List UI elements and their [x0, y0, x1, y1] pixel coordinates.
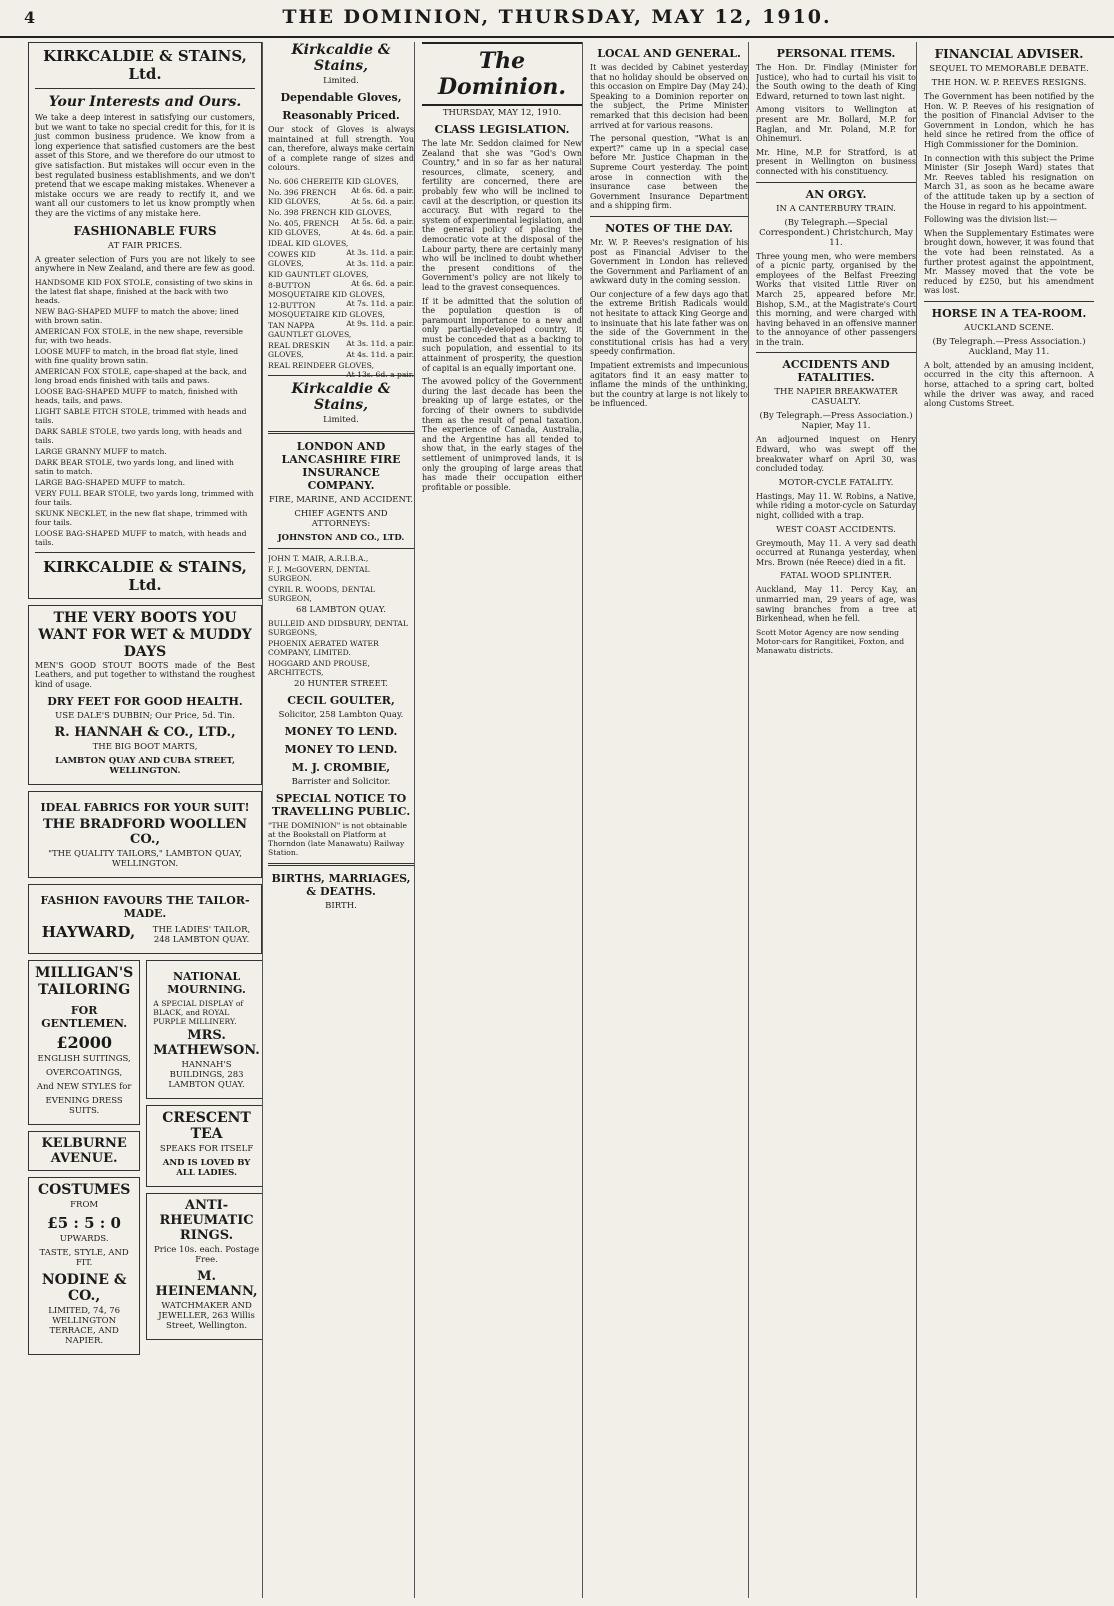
ad-intro: We take a deep interest in satisfying our customers, but we want to take no special credit for this, for it is just common business prudence. We know from a long experience that satisfied customers are the best asset of this Store, and we therefore do our utmost to give satisfaction. But mistakes will occur even in the best regulated business establishments, and we don't pretend that we escape making mistakes. Whenever a mistake occurs we are ready to rectify it, and we want all our customers to let us know promptly when they are the victims of any mistake here.	[35, 113, 255, 218]
hoggard-card: HOGGARD AND PROUSE, ARCHITECTS,	[268, 658, 370, 677]
furs-intro: A greater selection of Furs you are not likely to see anywhere in New Zealand, and there are few as good.	[35, 254, 255, 274]
financial-subtitle: SEQUEL TO MEMORABLE DEBATE.	[929, 64, 1089, 74]
dominion-notice: "THE DOMINION" is not obtainable at the Bookstall on Platform at Thorndon (late Manawatu) Railway Station.	[268, 820, 407, 857]
lend-title-2: MONEY TO LEND.	[284, 742, 398, 756]
notes-title: NOTES OF THE DAY.	[605, 221, 733, 235]
column-advertisements-2	[268, 42, 415, 1598]
article-text: When the Supplementary Estimates were brought down, however, it was found that the vote had been reinstated. As a further protest against the appointment, Mr. Massey moved that the vote be reduced by £250, but his amendment was lost.	[924, 228, 1094, 296]
kelburne-text: KELBURNE AVENUE.	[41, 1135, 127, 1166]
article-text: A bolt, attended by an amusing incident, occurred in the city this afternoon. A horse, attached to a spring cart, bolted while the driver was away, and raced along Customs Street.	[924, 360, 1094, 409]
list-item: HANDSOME KID FOX STOLE, consisting of two skins in the latest flat shape, finished at the back with two heads.	[35, 277, 253, 305]
nodine-address: LIMITED, 74, 76 WELLINGTON TERRACE, AND NAPIER.	[48, 1305, 121, 1346]
accidents-title: ACCIDENTS AND FATALITIES.	[782, 358, 890, 385]
agents-label: CHIEF AGENTS AND ATTORNEYS:	[294, 508, 388, 529]
brand-limited: Limited.	[323, 76, 359, 86]
orgy-title: AN ORGY.	[805, 187, 867, 201]
boots-ad	[28, 605, 262, 785]
crescent-title: CRESCENT TEA	[162, 1109, 251, 1142]
mourning-text: A SPECIAL DISPLAY of BLACK, and ROYAL PURPLE MILLINERY.	[153, 998, 244, 1026]
insurance-title: LONDON AND LANCASHIRE FIRE INSURANCE COMPANY.	[281, 439, 401, 492]
ad-headline: Your Interests and Ours.	[48, 94, 242, 110]
westcoast-title: WEST COAST ACCIDENTS.	[776, 524, 896, 535]
goulter-subtitle: Solicitor, 258 Lambton Quay.	[278, 709, 404, 720]
rings-title: ANTI-RHEUMATIC RINGS.	[159, 1197, 254, 1243]
list-item: LOOSE BAG-SHAPED MUFF to match, finished with heads, tails, and paws.	[35, 386, 238, 405]
list-item: KID GAUNTLET GLOVES, At 6s. 6d. a pair.	[268, 269, 414, 288]
list-item: No. 398 FRENCH KID GLOVES, At 5s. 6d. a pair.	[268, 207, 414, 226]
newspaper-masthead	[0, 0, 1114, 38]
mourning-ad	[146, 960, 263, 1099]
article-text: Among visitors to Wellington at present are Mr. Bollard, M.P. for Raglan, and Mr. Poland, M.P. for Ohinemuri.	[756, 105, 916, 144]
fabrics-title: IDEAL FABRICS FOR YOUR SUIT!	[40, 800, 250, 814]
mourning-title: NATIONAL MOURNING.	[167, 969, 246, 996]
hannah-name: R. HANNAH & CO., LTD.,	[54, 724, 236, 740]
list-item: IDEAL KID GLOVES, At 3s. 11d. a pair.	[268, 238, 414, 257]
list-item: DARK BEAR STOLE, two yards long, and lined with satin to match.	[35, 457, 234, 476]
list-item: AMERICAN FOX STOLE, cape-shaped at the back, and long broad ends finished with tails and paws.	[35, 366, 247, 385]
hayward-name: HAYWARD,	[41, 922, 136, 941]
article-text: Auckland, May 11. Percy Kay, an unmarried man, 29 years of age, was sawing branches from a tree at Birkenhead, when he fell.	[756, 585, 916, 624]
bulleid-card: BULLEID AND DIDSBURY, DENTAL SURGEONS,	[268, 618, 408, 637]
milligan-ad	[28, 960, 140, 1125]
rings-price: Price 10s. each. Postage Free.	[154, 1244, 260, 1265]
article-text: Following was the division list:—	[924, 215, 1058, 225]
milligan-amount: £2000	[56, 1032, 112, 1052]
notes-text: Impatient extremists and impecunious agitators find it an easy matter to inflame the minds of the unthinking, but the country at large is not likely to be influenced.	[590, 361, 748, 409]
editorial-text: The avowed policy of the Government during the last decade has been the breaking up of large estates, or the forcing of their owners to subdivide them as the result of penal taxation. The experience of Canada, Australia, and the Argentine has all tended to show that, in the early stages of the settlement of unimproved lands, it is only the grouping of large areas that has made their occupation either profitable or possible.	[422, 377, 582, 492]
dominion-nameplate: The Dominion.	[422, 42, 582, 106]
orgy-subtitle: IN A CANTERBURY TRAIN.	[776, 203, 896, 214]
brand-name: Kirkcaldie & Stains,	[291, 380, 391, 413]
nodine-name: NODINE & CO.,	[41, 1271, 127, 1304]
woods-card: CYRIL R. WOODS, DENTAL SURGEON,	[268, 584, 376, 603]
bradford-subtitle: "THE QUALITY TAILORS," LAMBTON QUAY, WELLINGTON.	[48, 848, 242, 869]
article-text: It was decided by Cabinet yesterday that no holiday should be observed on this occasion on Empire Day (May 24). Speaking to a Dominion reporter on the subject, the Prime Minister remarked that this decision had been arrived at for various reasons.	[590, 63, 748, 130]
list-item: VERY FULL BEAR STOLE, two yards long, trimmed with four tails.	[35, 488, 254, 507]
list-item: REAL REINDEER GLOVES, At 13s. 6d. a pair.	[268, 360, 414, 379]
milligan-title: MILLIGAN'S TAILORING	[35, 964, 134, 998]
crescent-subtitle: SPEAKS FOR ITSELF	[159, 1143, 254, 1154]
heinemann-subtitle: WATCHMAKER AND JEWELLER, 263 Willis Street, Wellington.	[158, 1300, 255, 1331]
mathewson-address: HANNAH'S BUILDINGS, 283 LAMBTON QUAY.	[168, 1059, 245, 1090]
orgy-byline: (By Telegraph.—Special Correspondent.) Christchurch, May 11.	[759, 217, 913, 248]
goulter-name: CECIL GOULTER,	[287, 693, 395, 707]
brand-name: KIRKCALDIE & STAINS, Ltd.	[43, 557, 247, 594]
list-item: No. 606 CHEREITE KID GLOVES, At 6s. 6d. a pair.	[268, 176, 414, 195]
article-text: Greymouth, May 11. A very sad death occurred at Runanga yesterday, when Mrs. Brown (née Reece) died in a fit.	[756, 538, 916, 567]
list-item: AMERICAN FOX STOLE, in the new shape, reversible fur, with two heads.	[35, 326, 243, 345]
hayward-subtitle: THE LADIES' TAILOR, 248 LAMBTON QUAY.	[152, 924, 251, 945]
gloves-intro: Our stock of Gloves is always maintained at full strength. You can, therefore, always make certain of a complete range of sizes and colours.	[268, 125, 414, 173]
list-item: EVENING DRESS SUITS.	[45, 1095, 123, 1116]
list-item: NEW BAG-SHAPED MUFF to match the above; lined with brown satin.	[35, 306, 239, 325]
list-item: No. 405, FRENCH KID GLOVES, At 4s. 6d. a pair.	[268, 218, 414, 237]
financial-title: FINANCIAL ADVISER.	[934, 47, 1084, 61]
notice-title: SPECIAL NOTICE TO TRAVELLING PUBLIC.	[271, 791, 411, 818]
editorial-text: If it be admitted that the solution of the population question is of paramount importance to a new and only partially-developed country, it must be conceded that as a backing to such population, and essential to its attainment of prosperity, the question of capital is an equally important one.	[422, 296, 582, 373]
list-item: SKUNK NECKLET, in the new flat shape, trimmed with four tails.	[35, 508, 248, 527]
motor-title: MOTOR-CYCLE FATALITY.	[778, 477, 894, 488]
births-title: BIRTHS, MARRIAGES, & DEATHS.	[271, 871, 411, 898]
phoenix-card: PHOENIX AERATED WATER COMPANY, LIMITED.	[268, 638, 379, 657]
motor-agency-ad: Scott Motor Agency are now sending Motor-cars for Rangitikei, Foxton, and Manawatu districts.	[756, 627, 905, 655]
costumes-ad	[28, 1177, 140, 1355]
horse-title: HORSE IN A TEA-ROOM.	[931, 306, 1087, 320]
furs-title: FASHIONABLE FURS	[73, 223, 217, 238]
brand-name: Kirkcaldie & Stains,	[291, 42, 391, 74]
list-item: ENGLISH SUITINGS,	[37, 1053, 131, 1064]
article-text: Three young men, who were members of a picnic party, organised by the employees of the Belfast Freezing Works that visited Little River on March 25, appeared before Mr. Bishop, S.M., at the Magistrate's Court this morning, and were charged with having behaved in an offensive manner to the annoyance of other passengers in the train.	[756, 251, 916, 347]
editorial-title: CLASS LEGISLATION.	[434, 123, 570, 136]
gloves-title: Dependable Gloves,	[280, 91, 402, 104]
list-item: LOOSE BAG-SHAPED MUFF to match, with heads and tails.	[35, 528, 247, 547]
costumes-title: COSTUMES	[37, 1181, 131, 1198]
bradford-name: THE BRADFORD WOOLLEN CO.,	[42, 816, 248, 847]
furs-subtitle: AT FAIR PRICES.	[107, 240, 183, 251]
insurance-subtitle: FIRE, MARINE, AND ACCIDENT.	[268, 494, 414, 505]
hannah-address: LAMBTON QUAY AND CUBA STREET, WELLINGTON.	[55, 755, 235, 776]
column-personal-items	[756, 42, 917, 1598]
costumes-from: FROM	[70, 1199, 99, 1210]
gloves-title-2: Reasonably Priced.	[282, 109, 400, 122]
local-general-title: LOCAL AND GENERAL.	[597, 47, 741, 60]
woods-address: 68 LAMBTON QUAY.	[296, 604, 386, 615]
crescent-tea-ad	[146, 1105, 263, 1187]
fashion-title: FASHION FAVOURS THE TAILOR-MADE.	[40, 893, 250, 920]
costumes-price: £5 : 5 : 0	[47, 1213, 121, 1232]
list-item: No. 396 FRENCH KID GLOVES, At 5s. 6d. a pair.	[268, 187, 414, 206]
costumes-taste: TASTE, STYLE, AND FIT.	[39, 1247, 129, 1268]
birth-label: BIRTH.	[325, 900, 357, 911]
rings-ad	[146, 1193, 263, 1340]
list-item: 12-BUTTON MOSQUETAIRE KID GLOVES, At 9s. 11d. a pair.	[268, 300, 414, 328]
notes-text: Mr. W. P. Reeves's resignation of his post as Financial Adviser to the Government in London has relieved the Government and Parliament of an awkward duty in the coming session.	[590, 237, 748, 286]
list-item: LOOSE MUFF to match, in the broad flat style, lined with fine quality brown satin.	[35, 346, 239, 365]
kirkcaldie-interests-ad	[28, 42, 262, 599]
list-item: COWES KID GLOVES, At 3s. 11d. a pair.	[268, 249, 414, 268]
hannah-subtitle: THE BIG BOOT MARTS,	[92, 741, 198, 752]
mair-card: JOHN T. MAIR, A.R.I.B.A.,	[268, 553, 369, 563]
boots-subtitle: DRY FEET FOR GOOD HEALTH.	[47, 694, 243, 708]
article-text: Hastings, May 11. W. Robins, a Native, while riding a motor-cycle on Saturday night, collided with a trap.	[756, 491, 916, 521]
kelburne-ad	[28, 1131, 140, 1171]
editorial-dateline: THURSDAY, MAY 12, 1910.	[442, 108, 562, 118]
list-item: 8-BUTTON MOSQUETAIRE KID GLOVES, At 7s. 11d. a pair.	[268, 280, 414, 308]
list-item: LIGHT SABLE FITCH STOLE, trimmed with heads and tails.	[35, 406, 247, 425]
article-text: In connection with this subject the Prime Minister (Sir Joseph Ward) states that Mr. Reeves tabled his resignation on March 31, as soon as he became aware of the attitude taken up by a section of the House in regard to his appointment.	[924, 153, 1094, 211]
crombie-name: M. J. CROMBIE,	[291, 760, 391, 774]
financial-subtitle-2: THE HON. W. P. REEVES RESIGNS.	[931, 78, 1087, 88]
mathewson-name: MRS. MATHEWSON.	[153, 1027, 260, 1058]
splinter-title: FATAL WOOD SPLINTER.	[780, 571, 892, 582]
crescent-subtitle-2: AND IS LOVED BY ALL LADIES.	[162, 1157, 251, 1178]
list-item: LARGE GRANNY MUFF to match.	[35, 446, 167, 456]
horse-subtitle: AUCKLAND SCENE.	[964, 322, 1054, 333]
column-editorial	[422, 42, 583, 1598]
article-text: Mr. Hine, M.P. for Stratford, is at present in Wellington on business connected with his constituency.	[756, 147, 916, 176]
crombie-subtitle: Barrister and Solicitor.	[291, 776, 391, 787]
list-item: DARK SABLE STOLE, two yards long, with heads and tails.	[35, 426, 242, 445]
article-text: An adjourned inquest on Henry Edward, who was swept off the breakwater wharf on April 30, was concluded today.	[756, 435, 916, 474]
mcgovern-card: F. J. McGOVERN, DENTAL SURGEON.	[268, 564, 370, 583]
lend-title: MONEY TO LEND.	[284, 724, 398, 738]
boots-title: THE VERY BOOTS YOU WANT FOR WET & MUDDY DAYS	[38, 609, 252, 660]
horse-byline: (By Telegraph.—Press Association.) Auckland, May 11.	[932, 336, 1086, 357]
editorial-text: The late Mr. Seddon claimed for New Zealand that she was "God's Own Country," and in so far as her natural resources, climate, scenery, and fertility are concerned, there are probably few who will be inclined to cavil at the description, or question its accuracy. But with regard to the system of experimental legislation, and the general policy of placing the democratic vote at the disposal of the Labour party, there are certainly many who will be inclined to doubt whether the present conditions of the Government's policy are not likely to lead to the gravest consequences.	[422, 139, 582, 292]
newspaper-title-date: THE DOMINION, THURSDAY, MAY 12, 1910.	[282, 6, 832, 28]
brand-name: KIRKCALDIE & STAINS, Ltd.	[43, 47, 247, 83]
brand-limited: Limited.	[323, 414, 359, 425]
column-financial-adviser	[924, 42, 1094, 1598]
column-advertisements-1	[28, 42, 263, 1598]
article-text: The Government has been notified by the Hon. W. P. Reeves of his resignation of the position of Financial Adviser to the Government in London, which he has held since he retired from the office of High Commissioner for the Dominion.	[924, 92, 1094, 149]
list-item: TAN NAPPA GAUNTLET GLOVES, At 3s. 11d. a pair.	[268, 320, 414, 348]
personal-title: PERSONAL ITEMS.	[776, 47, 896, 60]
bradford-ad	[28, 791, 262, 878]
list-item: REAL DRESKIN GLOVES, At 4s. 11d. a pair.	[268, 340, 414, 359]
milligan-for: FOR GENTLEMEN.	[41, 1003, 128, 1030]
hoggard-address: 20 HUNTER STREET.	[294, 678, 388, 689]
list-item: OVERCOATINGS,	[46, 1067, 123, 1078]
article-text: The Hon. Dr. Findlay (Minister for Justice), who had to curtail his visit to the South owing to the death of King Edward, returned to town last night.	[756, 63, 916, 101]
article-text: The personal question, "What is an expert?" came up in a special case before Mr. Justice Chapman in the Supreme Court yesterday. The point arose in connection with the insurance case between the Government Insurance Department and a shipping firm.	[590, 134, 748, 211]
list-item: And NEW STYLES for	[36, 1081, 132, 1092]
napier-title: THE NAPIER BREAKWATER CASUALTY.	[774, 387, 898, 408]
costumes-upwards: UPWARDS.	[59, 1233, 109, 1244]
heinemann-name: M. HEINEMANN,	[155, 1268, 258, 1299]
napier-byline: (By Telegraph.—Press Association.) Napier, May 11.	[759, 411, 913, 432]
list-item: LARGE BAG-SHAPED MUFF to match.	[35, 477, 186, 487]
boots-slogan: USE DALE'S DUBBIN; Our Price, 5d. Tin.	[55, 710, 235, 721]
hayward-ad	[28, 884, 262, 954]
glove-list	[268, 176, 414, 379]
column-local-general	[590, 42, 749, 1598]
notes-text: Our conjecture of a few days ago that the extreme British Radicals would not hesitate to attack King George and to insinuate that his late father was on the side of the Government in the constitutional crisis has had a very speedy confirmation.	[590, 289, 748, 357]
agents-name: JOHNSTON AND CO., LTD.	[277, 532, 405, 543]
boots-text: MEN'S GOOD STOUT BOOTS made of the Best Leathers, and put together to withstand the roughest kind of usage.	[35, 660, 255, 689]
page-number: 4	[24, 8, 36, 27]
